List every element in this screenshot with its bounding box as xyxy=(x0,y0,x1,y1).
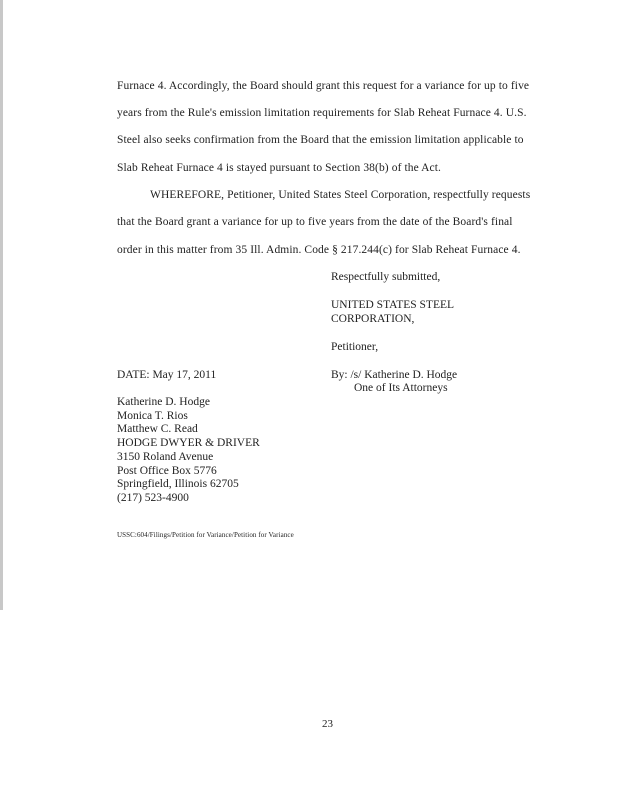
signature-closing: Respectfully submitted, xyxy=(331,271,441,283)
counsel-line: 3150 Roland Avenue xyxy=(117,450,214,463)
paragraph-line: WHEREFORE, Petitioner, United States Steel Corporation, respectfully requests xyxy=(150,189,531,201)
counsel-line: Springfield, Illinois 62705 xyxy=(117,478,239,491)
paragraph-line: order in this matter from 35 Ill. Admin. Code § 217.244(c) for Slab Reheat Furnace 4. xyxy=(117,244,521,256)
counsel-block xyxy=(117,396,260,506)
paragraph-line: Steel also seeks confirmation from the Board that the emission limitation applicable to xyxy=(117,134,524,146)
counsel-line: Monica T. Rios xyxy=(117,409,188,422)
page-number: 23 xyxy=(322,718,333,730)
counsel-line: Post Office Box 5776 xyxy=(117,464,217,477)
paragraph-line: Slab Reheat Furnace 4 is stayed pursuant to Section 38(b) of the Act. xyxy=(117,162,442,174)
signature-date: DATE: May 17, 2011 xyxy=(117,369,217,381)
scan-edge xyxy=(0,0,3,610)
paragraph-line: Furnace 4. Accordingly, the Board should grant this request for a variance for up to five xyxy=(117,80,530,92)
signature-role: Petitioner, xyxy=(331,341,379,353)
signature-by-line: By: /s/ Katherine D. Hodge xyxy=(331,369,458,381)
attorney-title: One of Its Attorneys xyxy=(354,382,448,394)
file-path: USSC:604/Filings/Petition for Variance/Petition for Variance xyxy=(117,531,294,539)
paragraph-line: years from the Rule's emission limitation requirements for Slab Reheat Furnace 4. U.S. xyxy=(117,107,527,119)
signature-company: CORPORATION, xyxy=(331,313,415,325)
paragraph-line: that the Board grant a variance for up to five years from the date of the Board's final xyxy=(117,216,513,228)
signature-company: UNITED STATES STEEL xyxy=(331,299,455,311)
counsel-line: Matthew C. Read xyxy=(117,423,198,436)
counsel-line: (217) 523-4900 xyxy=(117,491,189,504)
counsel-line: Katherine D. Hodge xyxy=(117,396,210,408)
counsel-line: HODGE DWYER & DRIVER xyxy=(117,437,260,450)
